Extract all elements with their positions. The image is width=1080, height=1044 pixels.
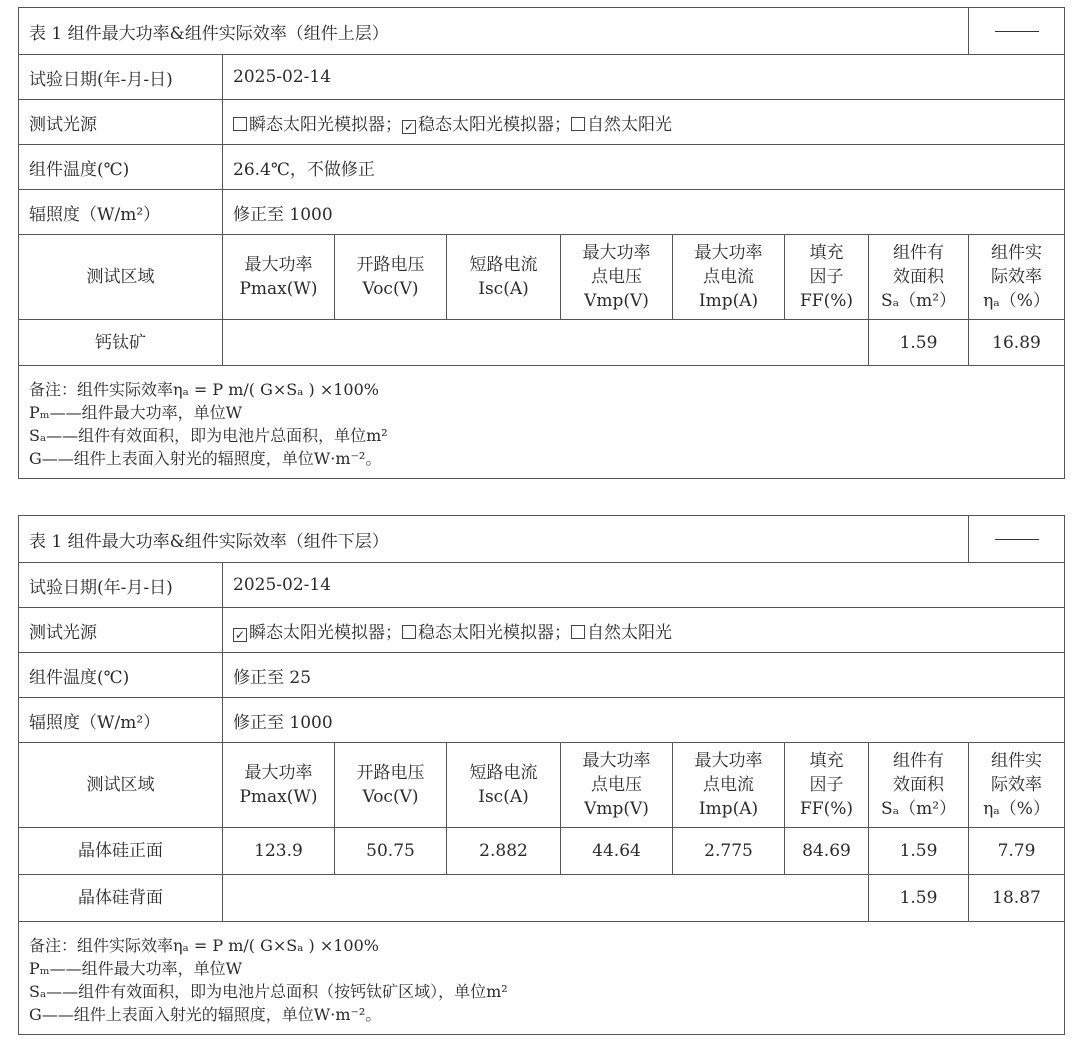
isc-cell: 2.882 [447, 828, 561, 875]
header-line: Voc(V) [362, 279, 419, 299]
header-pmax [223, 743, 335, 828]
header-line: 际效率 [991, 775, 1043, 795]
note-line: Pₘ——组件最大功率，单位W [29, 403, 243, 422]
header-ff [785, 743, 869, 828]
sa-cell: 1.59 [869, 875, 969, 922]
temperature-value: 26.4℃，不做修正 [223, 145, 1065, 190]
header-line: 最大功率 [582, 751, 651, 771]
header-line: 点电压 [591, 267, 642, 287]
light-option-label: 稳态太阳光模拟器； [418, 622, 571, 643]
header-isc [447, 235, 561, 320]
header-eff [969, 235, 1065, 320]
test-date-label: 试验日期(年-月-日) [19, 563, 223, 608]
area-cell: 钙钛矿 [19, 320, 223, 366]
note-line: 备注：组件实际效率ηₐ = P m/( G×Sₐ ) ×100% [29, 380, 379, 399]
light-option-steady [402, 115, 571, 135]
header-line: Sₐ（m²） [880, 799, 957, 819]
header-line: 效面积 [893, 775, 944, 795]
test-date-label: 试验日期(年-月-日) [19, 55, 223, 100]
note-line: 备注：组件实际效率ηₐ = P m/( G×Sₐ ) ×100% [29, 936, 379, 955]
merged-blank-cell [223, 875, 869, 922]
header-voc [335, 743, 447, 828]
irradiance-value: 修正至 1000 [223, 698, 1065, 743]
checkbox-icon [571, 117, 585, 131]
light-source-label: 测试光源 [19, 608, 223, 653]
header-line: 点电流 [703, 267, 754, 287]
header-line: 组件实 [991, 243, 1043, 263]
header-line: 填充 [809, 243, 844, 263]
light-option-label: 自然太阳光 [587, 114, 672, 135]
area-cell: 晶体硅正面 [19, 828, 223, 875]
test-date-value: 2025-02-14 [223, 55, 1065, 100]
imp-cell: 2.775 [673, 828, 785, 875]
header-line: Isc(A) [478, 279, 529, 299]
header-line: 际效率 [991, 267, 1043, 287]
header-voc [335, 235, 447, 320]
header-line: ηₐ（%） [983, 799, 1050, 819]
light-source-label: 测试光源 [19, 100, 223, 145]
checkbox-icon [402, 625, 416, 639]
header-line: Vmp(V) [584, 799, 649, 819]
light-option-label: 稳态太阳光模拟器； [418, 114, 571, 135]
table-row [19, 320, 1065, 366]
header-line: 因子 [809, 775, 844, 795]
title-dash [969, 8, 1065, 55]
note-line: Sₐ——组件有效面积，即为电池片总面积（按钙钛矿区域），单位m² [29, 982, 508, 1001]
checkbox-icon [571, 625, 585, 639]
header-line: Sₐ（m²） [880, 291, 957, 311]
header-area: 测试区域 [19, 743, 223, 828]
header-line: 组件有 [893, 751, 944, 771]
header-sa [869, 743, 969, 828]
light-source-options [223, 608, 1065, 653]
header-line: 开路电压 [356, 255, 425, 275]
header-line: ηₐ（%） [983, 291, 1050, 311]
header-line: 组件有 [893, 243, 944, 263]
header-eff [969, 743, 1065, 828]
vmp-cell: 44.64 [561, 828, 673, 875]
table-row [19, 875, 1065, 922]
header-line: Vmp(V) [584, 291, 649, 311]
header-line: 因子 [809, 267, 844, 287]
report-table-lower [18, 515, 1065, 1035]
light-option-natural [571, 623, 672, 643]
checkbox-checked-icon: ✓ [403, 119, 415, 134]
temperature-label: 组件温度(℃) [19, 145, 223, 190]
light-option-transient [233, 115, 402, 135]
notes-cell [19, 366, 1065, 479]
header-ff [785, 235, 869, 320]
pmax-cell: 123.9 [223, 828, 335, 875]
header-imp [673, 743, 785, 828]
ff-cell: 84.69 [785, 828, 869, 875]
merged-blank-cell [223, 320, 869, 366]
light-option-transient [233, 623, 402, 643]
header-line: Voc(V) [362, 787, 419, 807]
header-line: Imp(A) [698, 799, 759, 819]
test-date-value: 2025-02-14 [223, 563, 1065, 608]
checkbox-checked-icon: ✓ [234, 627, 246, 642]
header-area: 测试区域 [19, 235, 223, 320]
header-line: 最大功率 [582, 243, 651, 263]
header-line: 组件实 [991, 751, 1043, 771]
title-dash [969, 516, 1065, 563]
sa-cell: 1.59 [869, 828, 969, 875]
dash-mark [995, 539, 1039, 540]
note-line: G——组件上表面入射光的辐照度，单位W·m⁻²。 [29, 449, 382, 468]
irradiance-label: 辐照度（W/m²） [19, 190, 223, 235]
header-line: 效面积 [893, 267, 944, 287]
header-line: 最大功率 [694, 751, 763, 771]
header-line: 填充 [809, 751, 844, 771]
sa-cell: 1.59 [869, 320, 969, 366]
irradiance-value: 修正至 1000 [223, 190, 1065, 235]
area-cell: 晶体硅背面 [19, 875, 223, 922]
header-imp [673, 235, 785, 320]
notes-row [19, 366, 1065, 479]
notes-row [19, 922, 1065, 1035]
light-source-options [223, 100, 1065, 145]
light-option-label: 瞬态太阳光模拟器； [249, 114, 402, 135]
header-line: Imp(A) [698, 291, 759, 311]
header-line: 开路电压 [356, 763, 425, 783]
header-vmp [561, 235, 673, 320]
dash-mark [995, 31, 1039, 32]
note-line: Sₐ——组件有效面积，即为电池片总面积，单位m² [29, 426, 388, 445]
header-line: 最大功率 [694, 243, 763, 263]
header-line: Pmax(W) [239, 279, 318, 299]
header-pmax [223, 235, 335, 320]
header-vmp [561, 743, 673, 828]
header-line: 点电流 [703, 775, 754, 795]
checkbox-icon [233, 117, 247, 131]
header-line: 短路电流 [469, 763, 538, 783]
header-line: 最大功率 [244, 255, 313, 275]
header-line: 最大功率 [244, 763, 313, 783]
temperature-label: 组件温度(℃) [19, 653, 223, 698]
header-sa [869, 235, 969, 320]
header-line: FF(%) [799, 799, 853, 819]
eff-cell: 18.87 [969, 875, 1065, 922]
note-line: G——组件上表面入射光的辐照度，单位W·m⁻²。 [29, 1005, 382, 1024]
header-line: Pmax(W) [239, 787, 318, 807]
light-option-label: 自然太阳光 [587, 622, 672, 643]
note-line: Pₘ——组件最大功率，单位W [29, 959, 243, 978]
header-line: 点电压 [591, 775, 642, 795]
light-option-label: 瞬态太阳光模拟器； [249, 622, 402, 643]
table-title: 表 1 组件最大功率&组件实际效率（组件下层） [19, 516, 969, 563]
eff-cell: 16.89 [969, 320, 1065, 366]
voc-cell: 50.75 [335, 828, 447, 875]
report-table-upper [18, 7, 1065, 479]
table-title: 表 1 组件最大功率&组件实际效率（组件上层） [19, 8, 969, 55]
header-line: 短路电流 [469, 255, 538, 275]
light-option-natural [571, 115, 672, 135]
light-option-steady [402, 623, 571, 643]
temperature-value: 修正至 25 [223, 653, 1065, 698]
notes-cell [19, 922, 1065, 1035]
header-line: Isc(A) [478, 787, 529, 807]
header-line: FF(%) [799, 291, 853, 311]
eff-cell: 7.79 [969, 828, 1065, 875]
irradiance-label: 辐照度（W/m²） [19, 698, 223, 743]
table-row [19, 828, 1065, 875]
header-isc [447, 743, 561, 828]
